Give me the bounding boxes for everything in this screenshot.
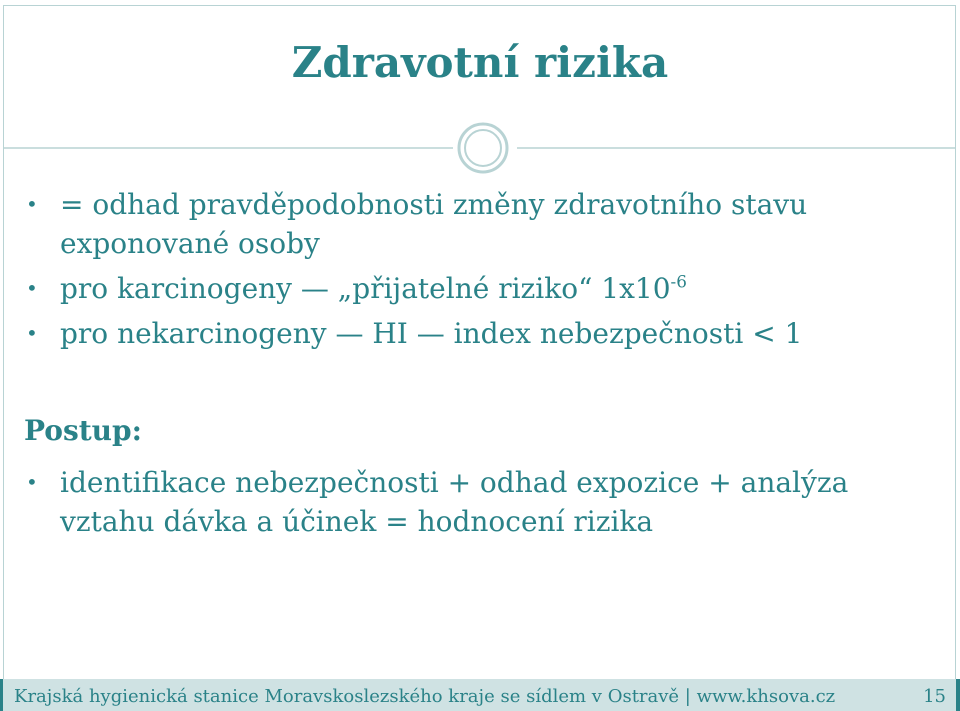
bullet-item [26,269,926,308]
bullet-text: pro nekarcinogeny — HI — index nebezpečnosti < 1 [60,317,803,350]
section-heading: Postup: [24,414,142,447]
superscript-exponent: -6 [670,271,687,292]
title-divider [3,122,956,174]
bullet-item [26,463,926,541]
bullet-item [26,314,926,353]
bullet-item [26,185,926,263]
footer-text: Krajská hygienická stanice Moravskoslezského kraje se sídlem v Ostravě | www.khsova.cz [14,686,836,707]
page-number: 15 [923,686,946,707]
bullet-dot-icon: • [26,470,38,494]
bullet-dot-icon: • [26,321,38,345]
bullet-list-procedure [26,463,926,541]
slide-title: Zdravotní rizika [291,38,669,87]
bullet-text: identifikace nebezpečnosti + odhad expozice + analýza vztahu dávka a účinek = hodnocení rizika [60,466,849,538]
divider-ring-inner [465,130,501,166]
bullet-text: = odhad pravděpodobnosti změny zdravotního stavu exponované osoby [60,188,808,260]
bullet-text: pro karcinogeny — „přijatelné riziko“ 1x10 [60,272,671,305]
bullet-list [26,185,926,353]
bullet-dot-icon: • [26,276,38,300]
bullet-dot-icon: • [26,192,38,216]
